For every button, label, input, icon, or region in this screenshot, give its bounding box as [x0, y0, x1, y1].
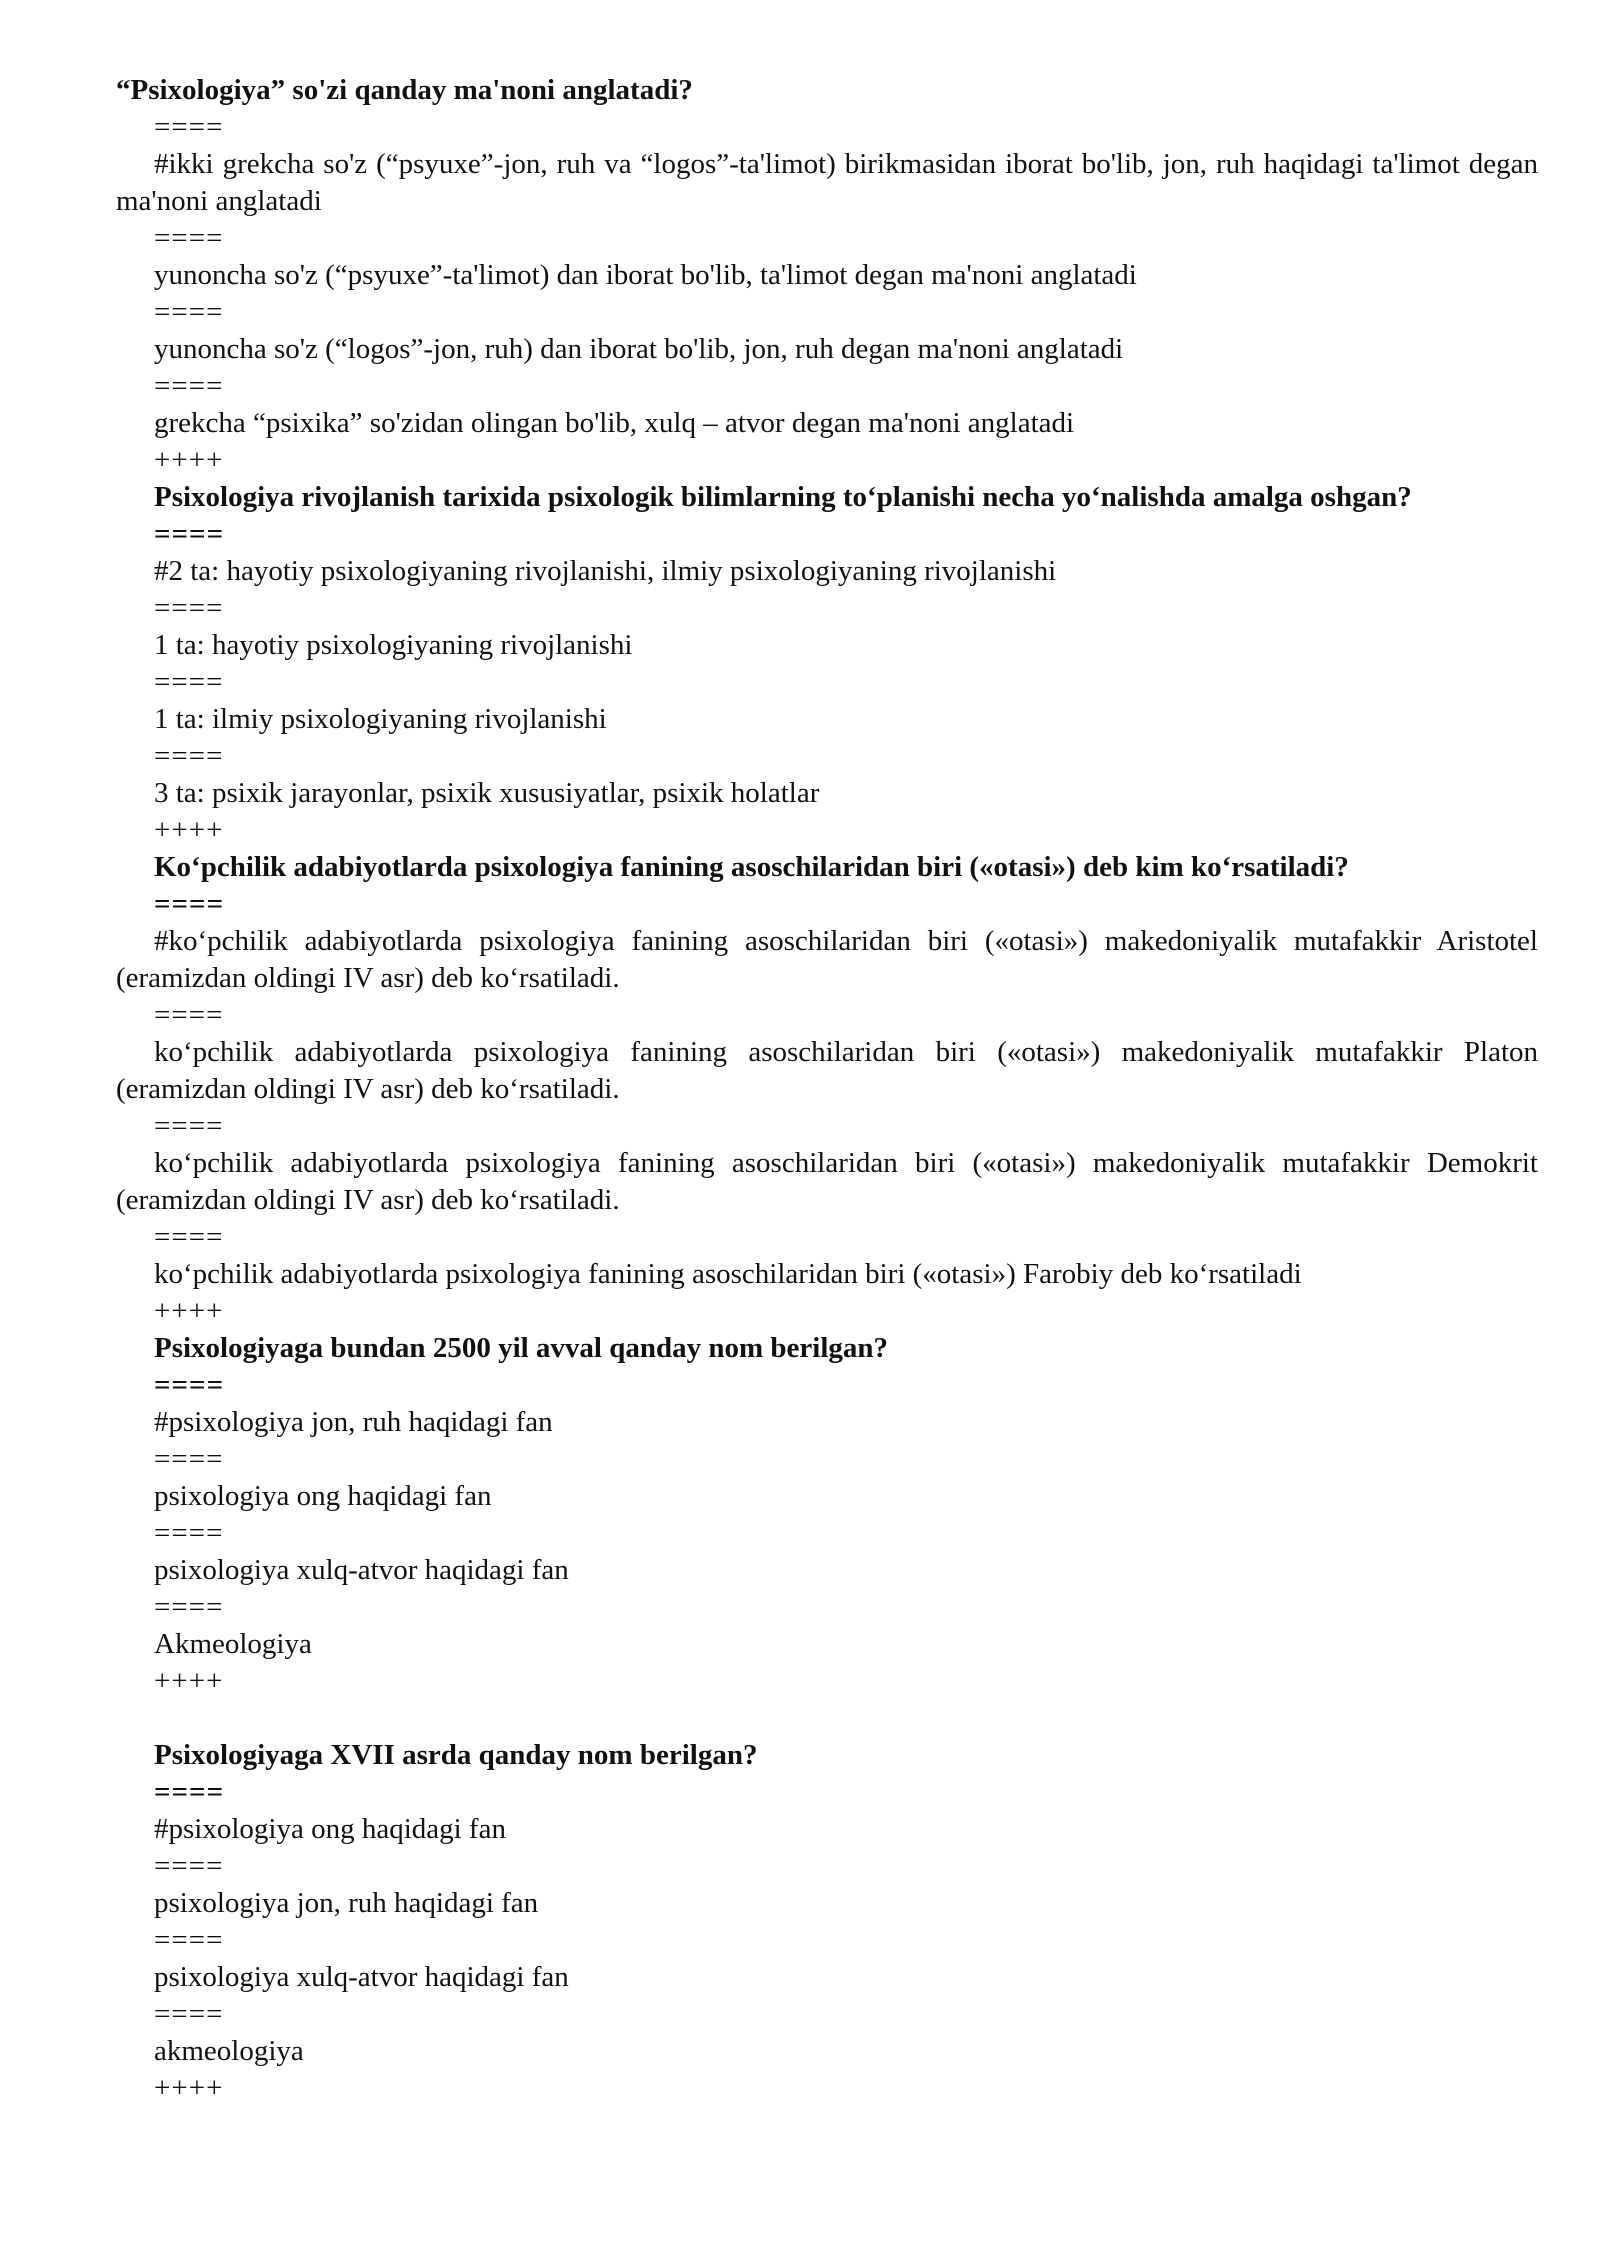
end-marker: ++++: [154, 444, 224, 476]
answer-option: 1 ta: ilmiy psixologiyaning rivojlanishi: [154, 703, 607, 735]
answer-option: psixologiya ong haqidagi fan: [154, 1480, 492, 1512]
answer-option: grekcha “psixika” so'zidan olingan bo'lib, xulq – atvor degan ma'noni anglatadi: [154, 407, 1075, 439]
question-text: Psixologiyaga bundan 2500 yil avval qanday nom berilgan?: [154, 1332, 889, 1364]
answer-option: #ikki grekcha so'z (“psyuxe”-jon, ruh va “logos”-ta'limot) birikmasidan iborat bo'lib, jon, ruh haqidagi ta'limot degan ma'noni anglatadi: [116, 148, 1538, 217]
answer-option: 1 ta: hayotiy psixologiyaning rivojlanishi: [154, 629, 633, 661]
blank-line: [116, 1700, 1538, 1737]
separator: ====: [154, 111, 224, 143]
separator: ====: [154, 1924, 224, 1956]
separator: ====: [154, 592, 224, 624]
separator: ====: [154, 1776, 225, 1808]
answer-option: #psixologiya jon, ruh haqidagi fan: [154, 1406, 553, 1438]
answer-option: yunoncha so'z (“psyuxe”-ta'limot) dan iborat bo'lib, ta'limot degan ma'noni anglatadi: [154, 259, 1137, 291]
separator: ====: [154, 666, 224, 698]
answer-option: #2 ta: hayotiy psixologiyaning rivojlanishi, ilmiy psixologiyaning rivojlanishi: [154, 555, 1057, 587]
end-marker: ++++: [154, 1665, 224, 1697]
answer-option: Akmeologiya: [154, 1628, 312, 1660]
answer-option: psixologiya xulq-atvor haqidagi fan: [154, 1554, 569, 1586]
answer-option: #psixologiya ong haqidagi fan: [154, 1813, 506, 1845]
separator: ====: [154, 518, 225, 550]
answer-option: ko‘pchilik adabiyotlarda psixologiya fanining asoschilaridan biri («otasi») makedoniyalik mutafakkir Platon (eramizdan oldingi IV asr) deb ko‘rsatiladi.: [116, 1036, 1538, 1105]
separator: ====: [154, 1998, 224, 2030]
end-marker: ++++: [154, 814, 224, 846]
answer-option: ko‘pchilik adabiyotlarda psixologiya fanining asoschilaridan biri («otasi») Farobiy deb ko‘rsatiladi: [154, 1258, 1302, 1290]
separator: ====: [154, 1221, 224, 1253]
answer-option: akmeologiya: [154, 2035, 304, 2067]
separator: ====: [154, 1591, 224, 1623]
end-marker: ++++: [154, 1295, 224, 1327]
separator: ====: [154, 999, 224, 1031]
separator: ====: [154, 888, 225, 920]
question-text: Psixologiya rivojlanish tarixida psixologik bilimlarning to‘planishi necha yo‘nalishda amalga oshgan?: [154, 481, 1412, 513]
separator: ====: [154, 370, 224, 402]
answer-option: #ko‘pchilik adabiyotlarda psixologiya fanining asoschilaridan biri («otasi») makedoniyalik mutafakkir Aristotel (eramizdan oldingi IV asr) deb ko‘rsatiladi.: [116, 925, 1538, 994]
answer-option: psixologiya jon, ruh haqidagi fan: [154, 1887, 539, 1919]
answer-option: psixologiya xulq-atvor haqidagi fan: [154, 1961, 569, 1993]
separator: ====: [154, 1517, 224, 1549]
separator: ====: [154, 222, 224, 254]
separator: ====: [154, 740, 224, 772]
answer-option: ko‘pchilik adabiyotlarda psixologiya fanining asoschilaridan biri («otasi») makedoniyalik mutafakkir Demokrit (eramizdan oldingi IV asr) deb ko‘rsatiladi.: [116, 1147, 1538, 1216]
separator: ====: [154, 1443, 224, 1475]
separator: ====: [154, 1369, 225, 1401]
question-text: “Psixologiya” so'zi qanday ma'noni anglatadi?: [116, 74, 693, 106]
question-text: Psixologiyaga XVII asrda qanday nom berilgan?: [154, 1739, 758, 1771]
document-page: [116, 72, 1538, 2107]
answer-option: yunoncha so'z (“logos”-jon, ruh) dan iborat bo'lib, jon, ruh degan ma'noni anglatadi: [154, 333, 1124, 365]
separator: ====: [154, 296, 224, 328]
end-marker: ++++: [154, 2072, 224, 2104]
answer-option: 3 ta: psixik jarayonlar, psixik xususiyatlar, psixik holatlar: [154, 777, 820, 809]
question-text: Ko‘pchilik adabiyotlarda psixologiya fanining asoschilaridan biri («otasi») deb kim ko‘rsatiladi?: [154, 851, 1349, 883]
separator: ====: [154, 1110, 224, 1142]
separator: ====: [154, 1850, 224, 1882]
